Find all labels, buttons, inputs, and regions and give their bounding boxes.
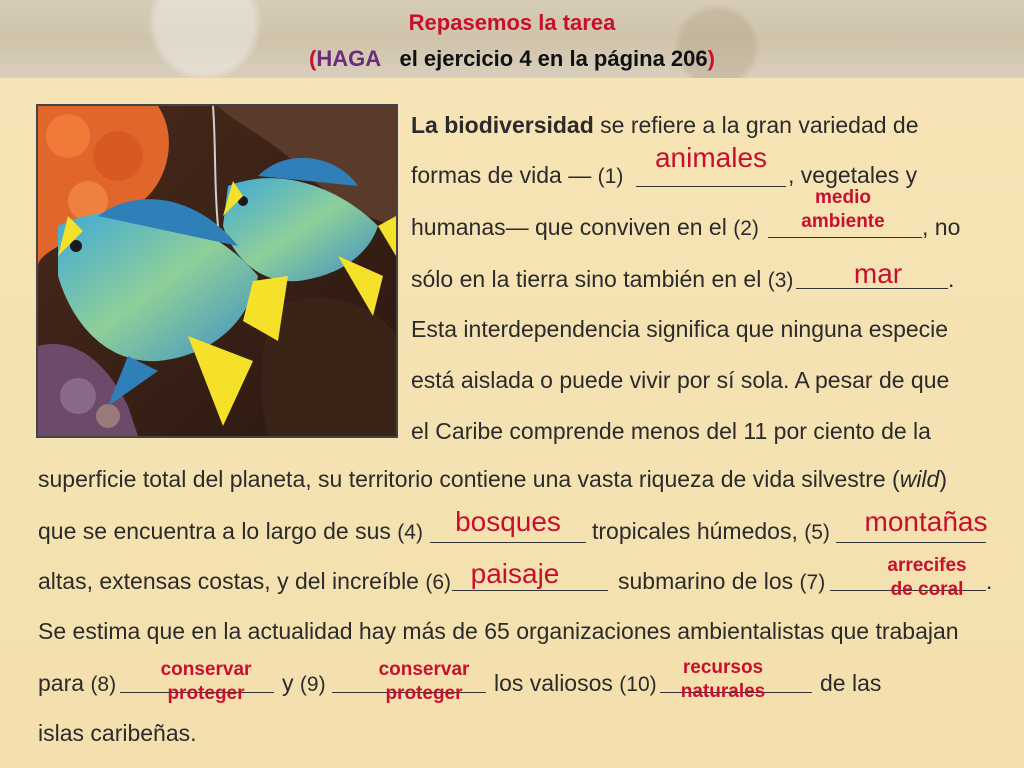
blank-number-4: (4) <box>397 521 423 544</box>
paragraph-line-2 <box>411 164 623 187</box>
answer-2 <box>780 186 906 234</box>
line12-text-d: de las <box>820 670 882 696</box>
line10-text-b: submarino de los <box>618 568 794 594</box>
haga-label: HAGA <box>316 46 382 71</box>
blank-number-6: (6) <box>425 571 452 594</box>
line2-text-a: formas de vida — <box>411 162 592 188</box>
header-banner <box>0 0 1024 78</box>
line4-text-a: sólo en la tierra sino también en el <box>411 266 762 292</box>
paragraph-line-13: islas caribeñas. <box>38 720 197 746</box>
answer-10 <box>656 656 790 704</box>
answer-9-line-2: proteger <box>385 682 463 704</box>
answer-7 <box>862 554 992 602</box>
paragraph-line-1 <box>411 114 919 137</box>
answer-1: animales <box>654 142 768 173</box>
answer-2-line-2: ambiente <box>801 210 885 232</box>
blank-number-3: (3) <box>767 269 794 292</box>
close-paren: ) <box>707 46 715 71</box>
answer-7-line-1: arrecifes <box>887 555 967 576</box>
answer-5: montañas <box>864 506 988 537</box>
answer-10-line-1: recursos <box>682 657 764 678</box>
paragraph-line-11: Se estima que en la actualidad hay más de 65 organizaciones ambientalistas que trabajan <box>38 618 959 644</box>
paragraph-line-4 <box>411 268 793 291</box>
blank-line-2 <box>768 237 922 238</box>
paragraph-line-7: el Caribe comprende menos del 11 por ciento de la <box>411 418 931 444</box>
paragraph-line-10 <box>38 570 451 593</box>
answer-8-line-1: conservar <box>160 659 252 680</box>
line10-text-a: altas, extensas costas, y del increíble <box>38 568 419 594</box>
line9-text-b: tropicales húmedos, <box>592 518 798 544</box>
paragraph-line-6: está aislada o puede vivir por sí sola. A pesar de que <box>411 367 950 393</box>
slide-title: Repasemos la tarea <box>408 10 616 35</box>
blank-number-2: (2) <box>733 217 759 240</box>
answer-2-line-1: medio <box>815 187 871 208</box>
line2-text-b: , vegetales y <box>788 162 918 188</box>
answer-3: mar <box>853 258 903 289</box>
line1-text: se refiere a la gran variedad de <box>600 112 919 138</box>
paragraph-line-5: Esta interdependencia significa que ninguna especie <box>411 316 949 342</box>
blank-number-5: (5) <box>804 521 830 544</box>
answer-6: paisaje <box>470 558 560 589</box>
blank-number-10: (10) <box>619 673 657 696</box>
answer-4: bosques <box>455 506 561 537</box>
paragraph-line-12 <box>38 672 116 695</box>
blank-number-9: (9) <box>299 673 326 696</box>
answer-8-line-2: proteger <box>167 682 245 704</box>
open-paren: ( <box>309 46 317 71</box>
line4-text-b: . <box>948 266 955 292</box>
angelfish-photo <box>36 104 398 438</box>
paragraph-line-9 <box>38 520 423 543</box>
line3-text-a: humanas— que conviven en el <box>411 214 727 240</box>
blank-number-8: (8) <box>90 673 117 696</box>
blank-line-1 <box>636 186 786 187</box>
line12-text-b: y <box>282 670 294 696</box>
paragraph-line-10-b <box>618 570 825 593</box>
line8-text-a: superficie total del planeta, su territorio contiene una vasta riqueza de vida silvestre ( <box>38 466 900 492</box>
paragraph-line-12-b <box>282 672 326 695</box>
wild-term: wild <box>899 466 940 492</box>
line10-text-c: . <box>986 568 993 594</box>
blank-number-7: (7) <box>799 571 826 594</box>
answer-10-line-2: naturales <box>680 680 766 702</box>
answer-8 <box>136 658 276 706</box>
instruction-text: el ejercicio 4 en la página 206 <box>399 46 708 71</box>
line12-text-c: los valiosos <box>494 670 613 696</box>
answer-9 <box>354 658 494 706</box>
paragraph-line-3 <box>411 216 759 239</box>
paragraph-line-12-c <box>494 672 657 695</box>
line3-text-b: , no <box>922 214 961 240</box>
blank-line-6 <box>452 590 608 591</box>
blank-line-5 <box>836 542 986 543</box>
biodiversidad-term: La biodiversidad <box>411 112 594 138</box>
answer-9-line-1: conservar <box>378 659 470 680</box>
paragraph-line-8 <box>38 468 947 491</box>
blank-line-4 <box>430 542 586 543</box>
line9-text-a: que se encuentra a lo largo de sus <box>38 518 391 544</box>
blank-number-1: (1) <box>597 165 624 188</box>
line12-text-a: para <box>38 670 85 696</box>
line8-text-b: ) <box>939 466 947 492</box>
slide-instruction <box>0 46 1024 72</box>
answer-7-line-2: de coral <box>890 578 964 600</box>
paragraph-line-9-b <box>592 520 830 543</box>
